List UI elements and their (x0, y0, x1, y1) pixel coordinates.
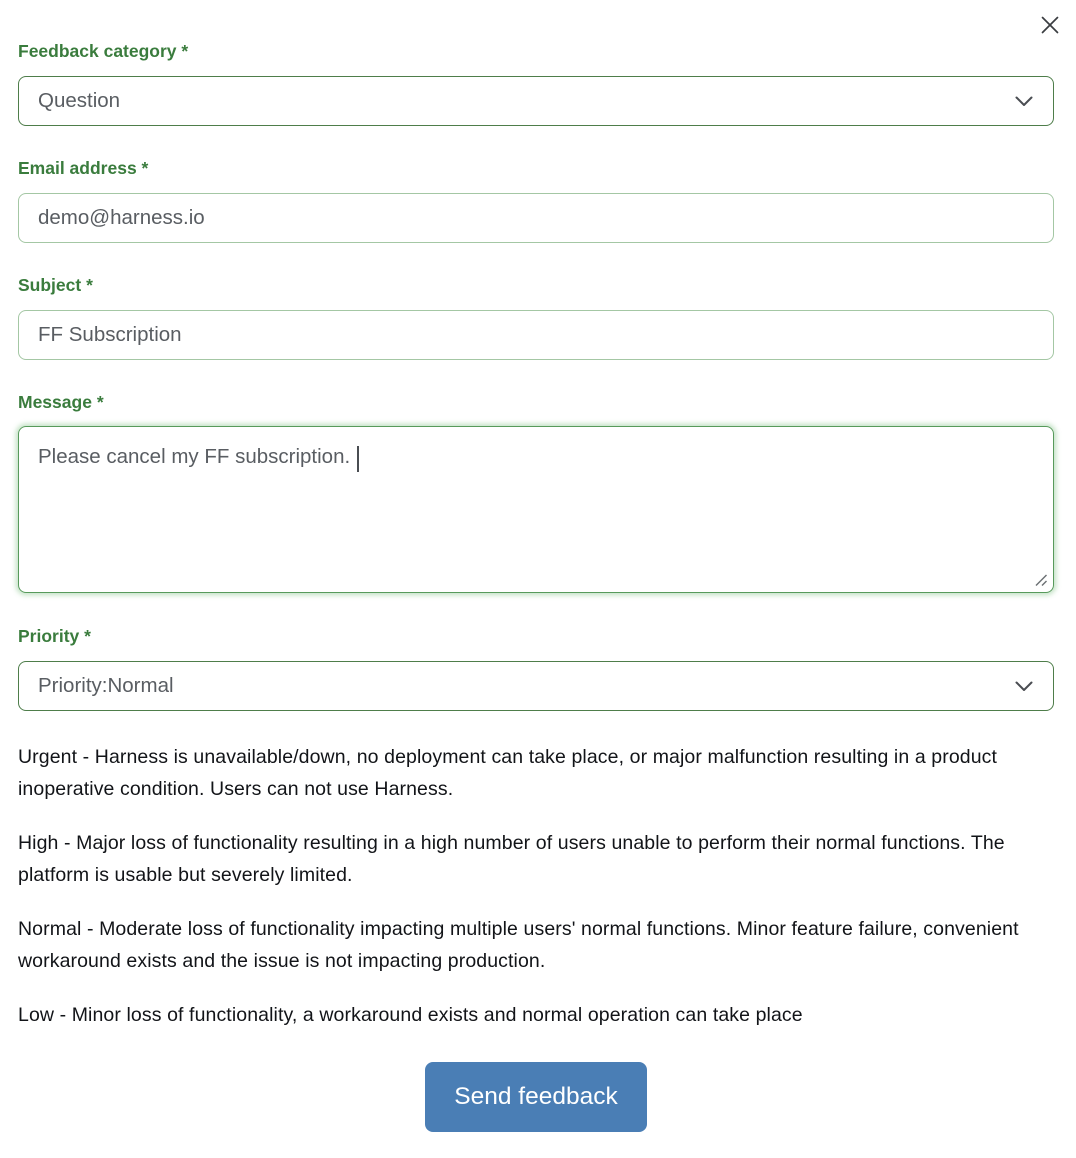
required-asterisk: * (86, 275, 93, 295)
required-asterisk: * (141, 158, 149, 178)
required-asterisk: * (96, 392, 104, 412)
priority-description-urgent: Urgent - Harness is unavailable/down, no deployment can take place, or major malfunction resulting in a product inoperative condition. Users can not use Harness. (18, 746, 998, 800)
priority-select[interactable] (18, 661, 1054, 711)
priority-description-normal: Normal - Moderate loss of functionality impacting multiple users' normal functions. Minor feature failure, convenient workaround exists and the issue is not impacting production. (18, 918, 1019, 972)
priority-description-low: Low - Minor loss of functionality, a workaround exists and normal operation can take place (18, 1004, 803, 1026)
subject-input[interactable] (18, 310, 1054, 360)
feedback-category-label: Feedback category * (18, 41, 189, 61)
feedback-category-select[interactable] (18, 76, 1054, 126)
email-label: Email address * (18, 158, 149, 178)
subject-label: Subject * (18, 275, 93, 295)
subject-value: FF Subscription (38, 323, 182, 346)
chevron-down-icon (1015, 96, 1033, 107)
message-value: Please cancel my FF subscription. (38, 445, 351, 468)
required-asterisk: * (84, 626, 91, 646)
priority-description-high: High - Major loss of functionality resulting in a high number of users unable to perform their normal functions. The platform is usable but severely limited. (18, 832, 1005, 886)
message-textarea[interactable] (18, 426, 1054, 593)
message-label: Message * (18, 392, 104, 412)
required-asterisk: * (181, 41, 189, 61)
send-feedback-button[interactable]: Send feedback (425, 1062, 646, 1132)
chevron-down-icon (1015, 681, 1033, 692)
priority-value: Priority:Normal (38, 674, 174, 697)
text-cursor (357, 446, 359, 472)
feedback-category-value: Question (38, 89, 121, 112)
resize-handle-icon[interactable] (1033, 572, 1049, 588)
email-input[interactable] (18, 193, 1054, 243)
priority-label: Priority * (18, 626, 91, 646)
button-row (18, 1062, 1054, 1132)
email-value: demo@harness.io (38, 206, 205, 229)
